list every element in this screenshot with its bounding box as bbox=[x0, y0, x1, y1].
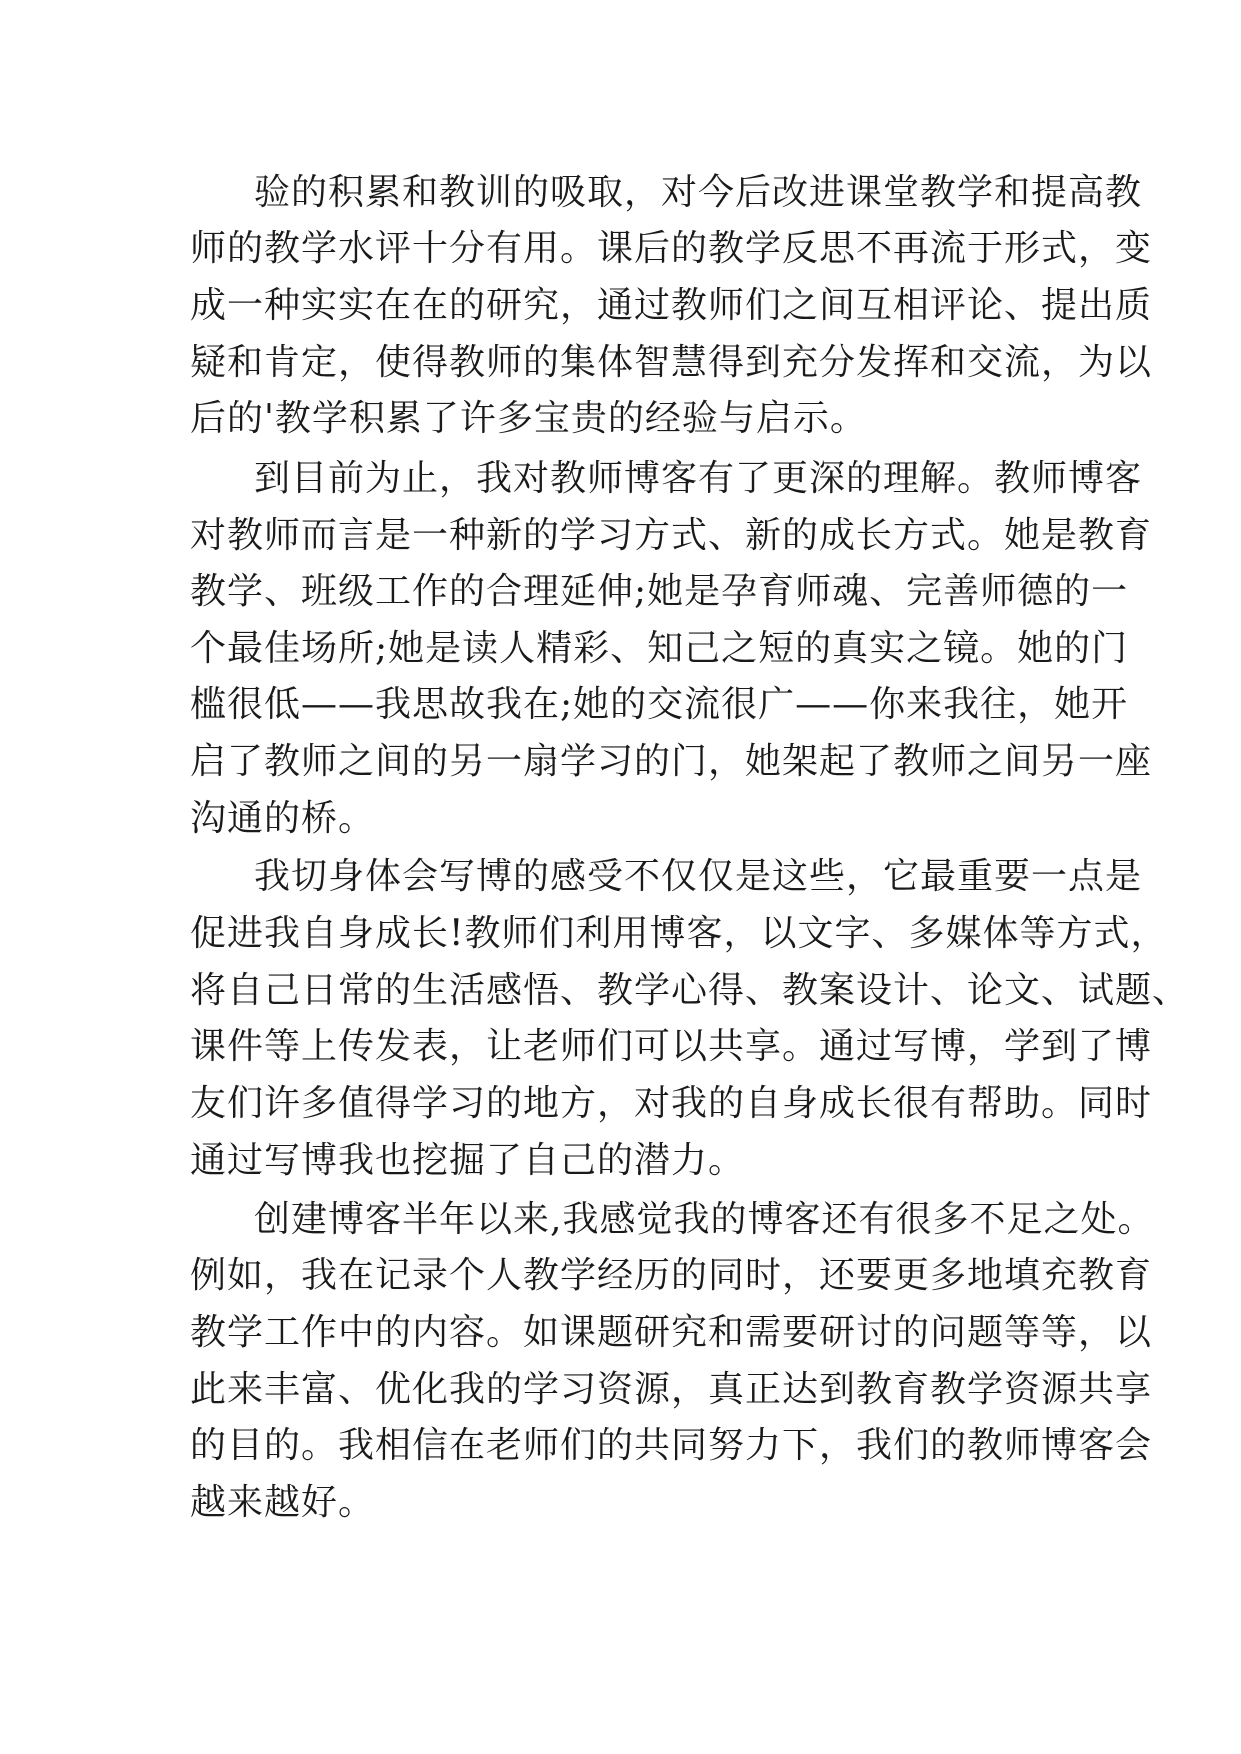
text-line: 成一种实实在在的研究，通过教师们之间互相评论、提出质 bbox=[190, 285, 1153, 326]
text-line: 越来越好。 bbox=[190, 1482, 376, 1523]
text-line: 友们许多值得学习的地方，对我的自身成长很有帮助。同时 bbox=[190, 1083, 1153, 1124]
text-line: 教学、班级工作的合理延伸;她是孕育师魂、完善师德的一 bbox=[190, 571, 1129, 612]
text-line: 教学工作中的内容。如课题研究和需要研讨的问题等等，以 bbox=[190, 1312, 1153, 1353]
text-line: 后的'教学积累了许多宝贵的经验与启示。 bbox=[190, 398, 867, 439]
text-line: 创建博客半年以来,我感觉我的博客还有很多不足之处。 bbox=[254, 1199, 1155, 1240]
text-line: 到目前为止，我对教师博客有了更深的理解。教师博客 bbox=[254, 458, 1143, 499]
text-line: 将自己日常的生活感悟、教学心得、教案设计、论文、试题、 bbox=[190, 970, 1190, 1011]
text-line: 沟通的桥。 bbox=[190, 798, 376, 839]
text-line: 课件等上传发表，让老师们可以共享。通过写博，学到了博 bbox=[190, 1026, 1153, 1067]
text-line: 促进我自身成长!教师们利用博客，以文字、多媒体等方式， bbox=[190, 913, 1168, 954]
text-line: 此来丰富、优化我的学习资源，真正达到教育教学资源共享 bbox=[190, 1369, 1153, 1410]
text-line: 个最佳场所;她是读人精彩、知己之短的真实之镜。她的门 bbox=[190, 628, 1129, 669]
text-line: 通过写博我也挖掘了自己的潜力。 bbox=[190, 1140, 746, 1181]
text-line: 槛很低——我思故我在;她的交流很广——你来我往，她开 bbox=[190, 684, 1129, 725]
text-line: 启了教师之间的另一扇学习的门，她架起了教师之间另一座 bbox=[190, 741, 1153, 782]
text-line: 例如，我在记录个人教学经历的同时，还要更多地填充教育 bbox=[190, 1255, 1153, 1296]
text-line: 对教师而言是一种新的学习方式、新的成长方式。她是教育 bbox=[190, 515, 1153, 556]
text-line: 疑和肯定，使得教师的集体智慧得到充分发挥和交流，为以 bbox=[190, 342, 1153, 383]
text-line: 验的积累和教训的吸取，对今后改进课堂教学和提高教 bbox=[254, 172, 1143, 213]
text-line: 的目的。我相信在老师们的共同努力下，我们的教师博客会 bbox=[190, 1425, 1153, 1466]
text-line: 师的教学水评十分有用。课后的教学反思不再流于形式，变 bbox=[190, 228, 1153, 269]
text-line: 我切身体会写博的感受不仅仅是这些，它最重要一点是 bbox=[254, 856, 1143, 897]
